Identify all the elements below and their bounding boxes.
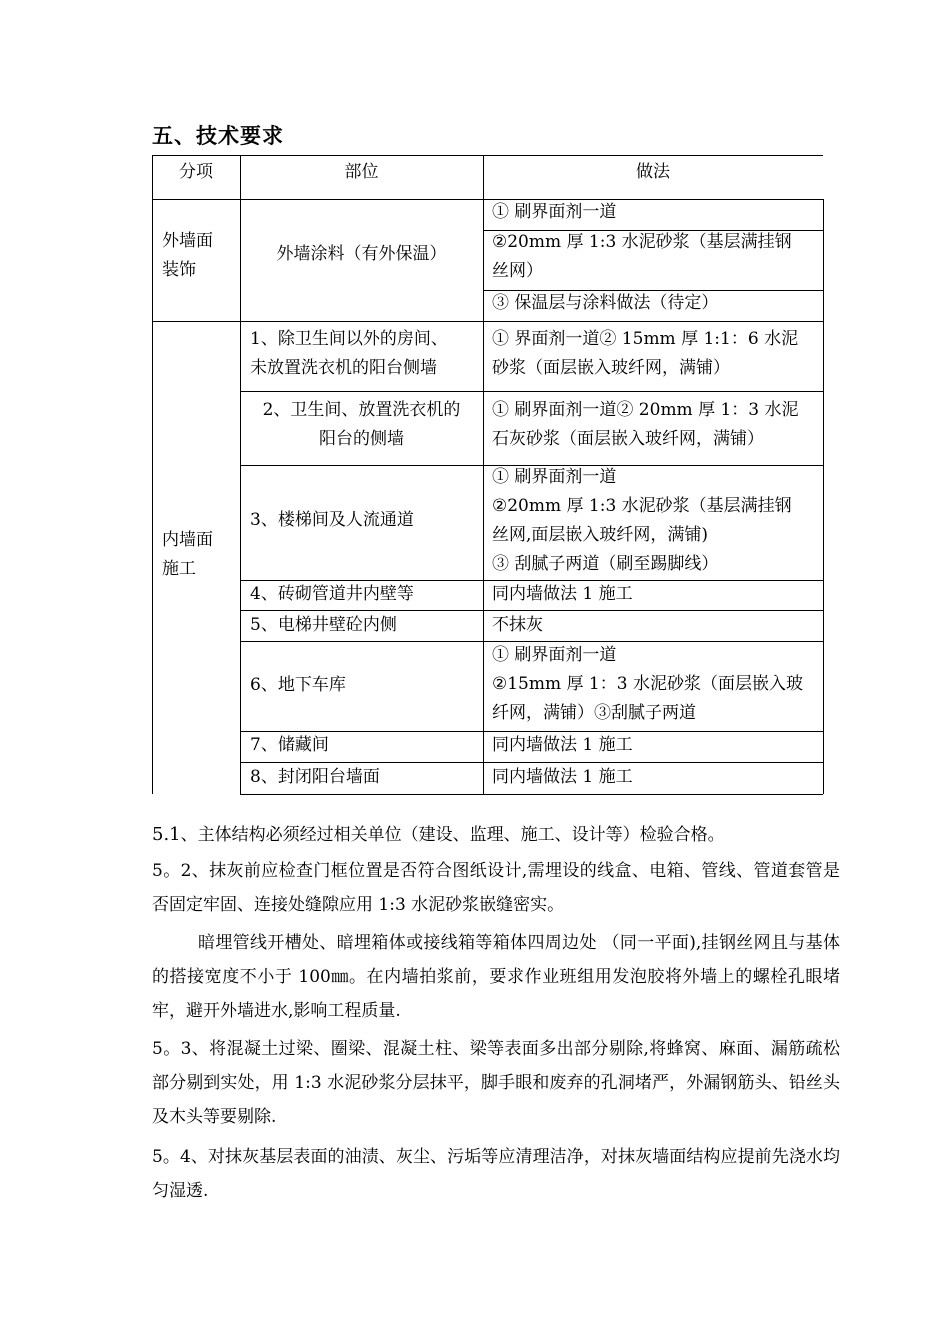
paragraph-5-3: 5。3、将混凝土过梁、圈梁、混凝土柱、梁等表面多出部分剔除,将蜂窝、麻面、漏筋疏松部分剔到实处，用 1:3 水泥砂浆分层抹平，脚手眼和废弃的孔洞堵严，外漏钢筋头、铅丝头及木头等要剔除. (152, 1039, 840, 1127)
table-row-method: 不抹灰 (492, 615, 543, 635)
paragraph-text: 、主体结构必须经过相关单位（建设、监理、施工、设计等）检验合格。 (180, 825, 725, 845)
paragraph-5-4: 5。4、对抹灰基层表面的油渍、灰尘、污垢等应清理洁净，对抹灰墙面结构应提前先浇水均匀湿透. (152, 1147, 840, 1201)
table-line (823, 199, 824, 794)
table-row-location: 2、卫生间、放置洗衣机的 阳台的侧墙 (262, 400, 461, 449)
table-row-method: 同内墙做法 1 施工 (492, 735, 633, 755)
header-location: 部位 (344, 162, 379, 182)
paragraph-5-2: 5。2、抹灰前应检查门框位置是否符合图纸设计,需埋设的线盒、电箱、管线、管道套管是否固定牢固、连接处缝隙应用 1:3 水泥砂浆嵌缝密实。 (152, 861, 840, 915)
table-row-method: 同内墙做法 1 施工 (492, 584, 633, 604)
method-cell: ③ 保温层与涂料做法（待定） (492, 293, 719, 313)
table-line (240, 610, 823, 611)
table-row-method: ① 刷界面剂一道② 20mm 厚 1：3 水泥 石灰砂浆（面层嵌入玻纤网，满铺） (492, 400, 799, 449)
table-line (240, 731, 823, 732)
category-interior: 内墙面 施工 (162, 530, 213, 579)
paragraph-5-1 (152, 818, 840, 852)
table-row-location: 7、储藏间 (250, 735, 329, 755)
section-heading: 五、技术要求 (152, 124, 284, 148)
table-row-location: 1、除卫生间以外的房间、 未放置洗衣机的阳台侧墙 (250, 329, 448, 378)
table-row-location: 8、封闭阳台墙面 (250, 767, 380, 787)
table-line (240, 155, 241, 794)
table-line (240, 641, 823, 642)
paragraph-conduit: 暗埋管线开槽处、暗埋箱体或接线箱等箱体四周边处 （同一平面),挂钢丝网且与基体的搭接宽度不小于 100㎜。在内墙拍浆前，要求作业班组用发泡胶将外墙上的螺栓孔眼堵牢，避开外墙进水,影响工程质量. (152, 933, 840, 1021)
table-line (240, 580, 823, 581)
header-method: 做法 (636, 162, 670, 182)
header-category: 分项 (179, 162, 213, 182)
table-line (483, 230, 823, 231)
table-line (240, 391, 823, 392)
table-row-location: 4、砖砌管道井内壁等 (250, 584, 414, 604)
table-line (152, 199, 823, 200)
method-cell: ① 刷界面剂一道 (492, 202, 617, 222)
method-cell: ②20mm 厚 1:3 水泥砂浆（基层满挂钢 丝网） (492, 232, 792, 281)
table-row-location: 3、楼梯间及人流通道 (250, 510, 414, 530)
paragraph-number: 5.1 (152, 824, 181, 845)
table-row-method: ① 界面剂一道② 15mm 厚 1:1：6 水泥 砂浆（面层嵌入玻纤网，满铺） (492, 329, 799, 378)
table-line (483, 155, 484, 794)
table-line (152, 155, 153, 794)
table-row-method: ① 刷界面剂一道 ②15mm 厚 1：3 水泥砂浆（面层嵌入玻 纤网，满铺）③刮腻子两道 (492, 645, 803, 723)
table-line (240, 794, 823, 795)
table-line (152, 155, 823, 156)
table-row-location: 5、电梯井壁砼内侧 (250, 615, 397, 635)
table-row-location: 6、地下车库 (250, 675, 346, 695)
table-line (240, 465, 823, 466)
table-row-method: ① 刷界面剂一道 ②20mm 厚 1:3 水泥砂浆（基层满挂钢 丝网,面层嵌入玻纤网，满铺) ③ 刮腻子两道（刷至踢脚线） (492, 467, 792, 574)
location-exterior-coating: 外墙涂料（有外保温） (276, 244, 447, 264)
table-line (152, 321, 823, 322)
category-exterior: 外墙面 装饰 (162, 231, 213, 280)
table-line (240, 762, 823, 763)
table-line (483, 290, 823, 291)
table-row-method: 同内墙做法 1 施工 (492, 767, 633, 787)
